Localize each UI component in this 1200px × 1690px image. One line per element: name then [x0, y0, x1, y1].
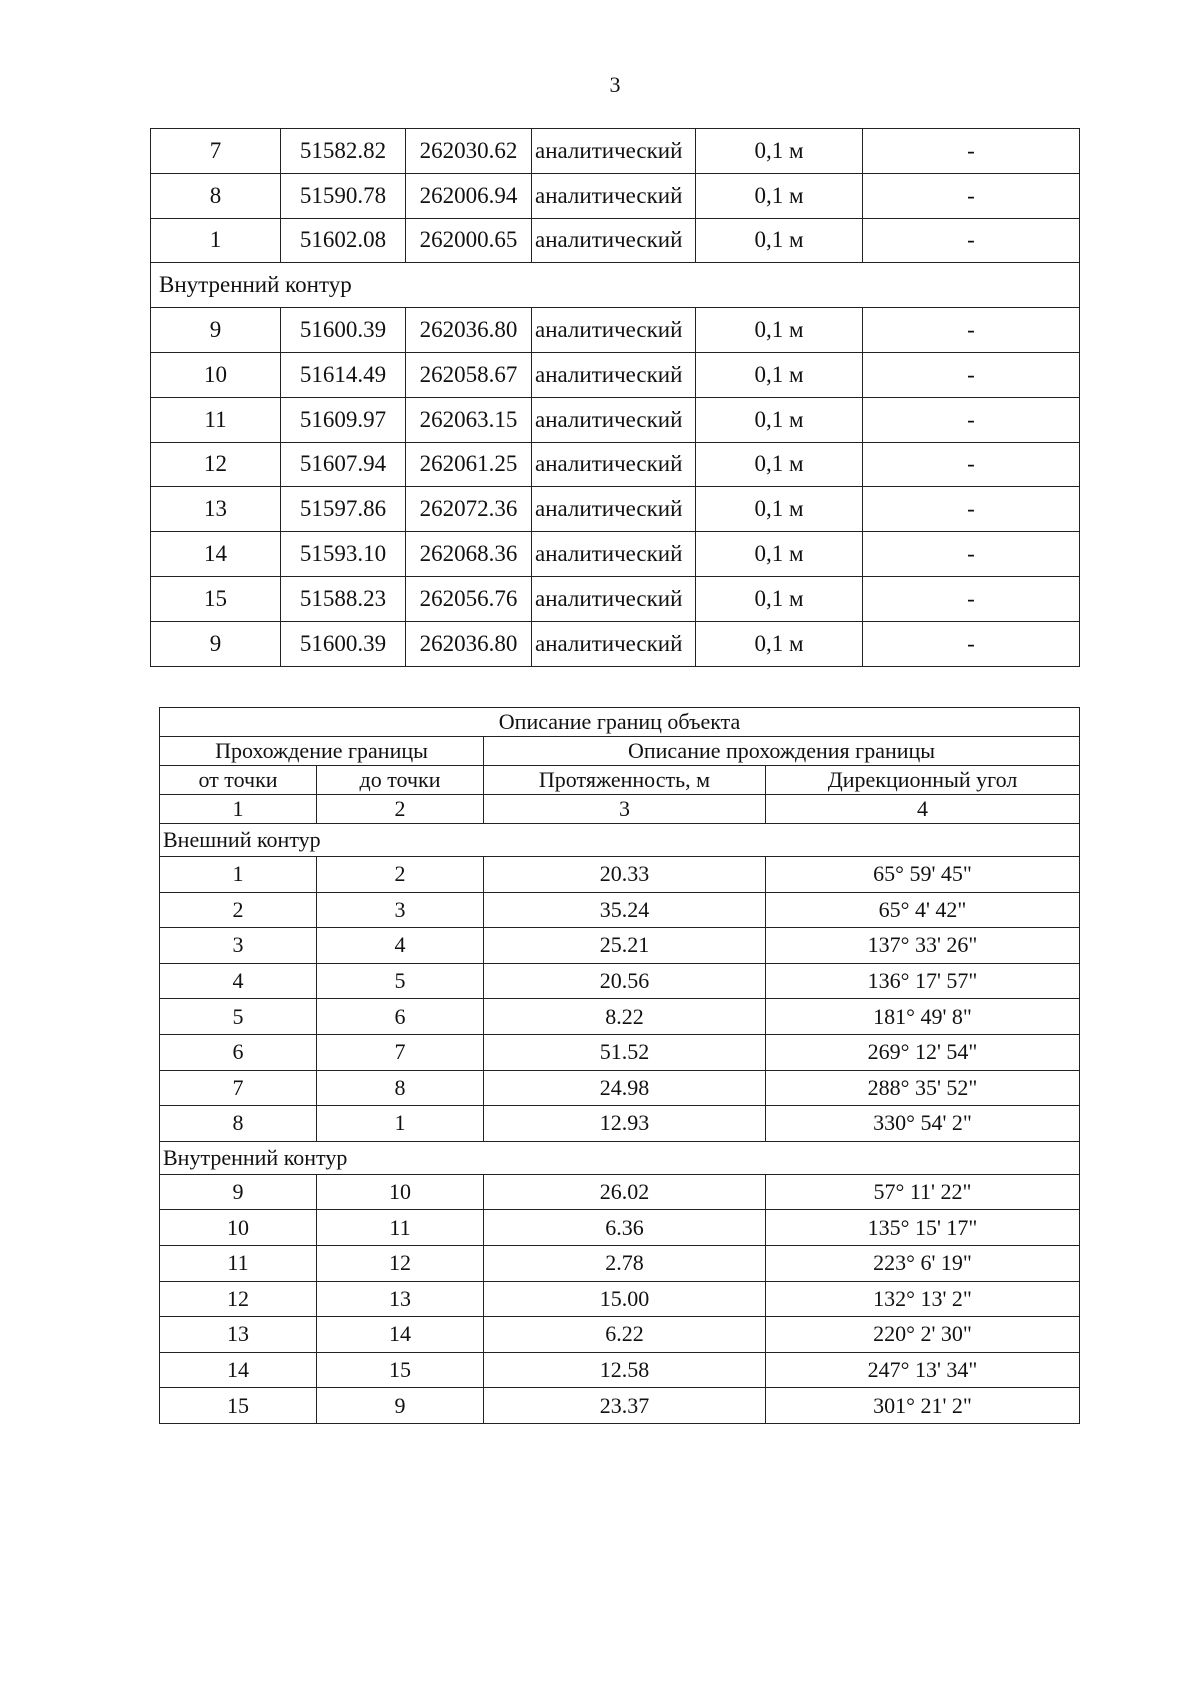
accuracy-cell: 0,1 м — [696, 487, 863, 532]
x-coordinate-cell: 51593.10 — [281, 532, 406, 577]
length-cell: 15.00 — [484, 1281, 766, 1317]
point-number-cell: 13 — [151, 487, 281, 532]
length-cell: 24.98 — [484, 1070, 766, 1106]
table-row — [160, 1317, 1080, 1353]
angle-cell: 137° 33' 26" — [766, 928, 1080, 964]
accuracy-cell: 0,1 м — [696, 308, 863, 353]
table-row — [151, 442, 1080, 487]
method-cell: аналитический — [532, 487, 696, 532]
y-coordinate-cell: 262030.62 — [406, 129, 532, 174]
angle-cell: 223° 6' 19" — [766, 1245, 1080, 1281]
to-point-cell: 9 — [317, 1388, 484, 1424]
table-row — [151, 487, 1080, 532]
length-cell: 12.93 — [484, 1106, 766, 1142]
point-number-cell: 1 — [151, 218, 281, 263]
col-from-header: от точки — [160, 766, 317, 795]
table-row — [151, 173, 1080, 218]
accuracy-cell: 0,1 м — [696, 352, 863, 397]
angle-cell: 288° 35' 52" — [766, 1070, 1080, 1106]
to-point-cell: 8 — [317, 1070, 484, 1106]
y-coordinate-cell: 262072.36 — [406, 487, 532, 532]
method-cell: аналитический — [532, 532, 696, 577]
angle-cell: 65° 4' 42" — [766, 892, 1080, 928]
page-number: 3 — [609, 72, 621, 97]
to-point-cell: 14 — [317, 1317, 484, 1353]
note-cell: - — [863, 218, 1080, 263]
to-point-cell: 6 — [317, 999, 484, 1035]
method-cell: аналитический — [532, 576, 696, 621]
table-row — [160, 1070, 1080, 1106]
from-point-cell: 9 — [160, 1174, 317, 1210]
note-cell: - — [863, 487, 1080, 532]
x-coordinate-cell: 51590.78 — [281, 173, 406, 218]
header-description: Описание прохождения границы — [484, 737, 1080, 766]
subheader-row — [160, 766, 1080, 795]
method-cell: аналитический — [532, 442, 696, 487]
accuracy-cell: 0,1 м — [696, 576, 863, 621]
from-point-cell: 13 — [160, 1317, 317, 1353]
point-number-cell: 7 — [151, 129, 281, 174]
y-coordinate-cell: 262061.25 — [406, 442, 532, 487]
from-point-cell: 8 — [160, 1106, 317, 1142]
table-row — [151, 397, 1080, 442]
x-coordinate-cell: 51614.49 — [281, 352, 406, 397]
table-row — [151, 129, 1080, 174]
note-cell: - — [863, 352, 1080, 397]
note-cell: - — [863, 308, 1080, 353]
table-title: Описание границ объекта — [160, 708, 1080, 737]
col-angle-header: Дирекционный угол — [766, 766, 1080, 795]
point-number-cell: 9 — [151, 621, 281, 666]
y-coordinate-cell: 262063.15 — [406, 397, 532, 442]
table-row — [160, 963, 1080, 999]
table-row — [151, 576, 1080, 621]
point-number-cell: 11 — [151, 397, 281, 442]
angle-cell: 65° 59' 45" — [766, 857, 1080, 893]
length-cell: 35.24 — [484, 892, 766, 928]
inner-contour-label: Внутренний контур — [160, 1141, 1080, 1174]
point-number-cell: 12 — [151, 442, 281, 487]
y-coordinate-cell: 262058.67 — [406, 352, 532, 397]
accuracy-cell: 0,1 м — [696, 397, 863, 442]
from-point-cell: 12 — [160, 1281, 317, 1317]
length-cell: 2.78 — [484, 1245, 766, 1281]
x-coordinate-cell: 51607.94 — [281, 442, 406, 487]
table-row — [160, 1281, 1080, 1317]
method-cell: аналитический — [532, 218, 696, 263]
length-cell: 25.21 — [484, 928, 766, 964]
accuracy-cell: 0,1 м — [696, 442, 863, 487]
x-coordinate-cell: 51609.97 — [281, 397, 406, 442]
length-cell: 12.58 — [484, 1352, 766, 1388]
table-row — [160, 1210, 1080, 1246]
accuracy-cell: 0,1 м — [696, 129, 863, 174]
point-number-cell: 8 — [151, 173, 281, 218]
length-cell: 6.22 — [484, 1317, 766, 1353]
accuracy-cell: 0,1 м — [696, 173, 863, 218]
note-cell: - — [863, 442, 1080, 487]
col-number: 3 — [484, 795, 766, 824]
table-row — [160, 1245, 1080, 1281]
angle-cell: 136° 17' 57" — [766, 963, 1080, 999]
length-cell: 23.37 — [484, 1388, 766, 1424]
point-number-cell: 15 — [151, 576, 281, 621]
column-numbers-row — [160, 795, 1080, 824]
table-row — [160, 1388, 1080, 1424]
header-row — [160, 737, 1080, 766]
inner-contour-label: Внутренний контур — [151, 263, 1080, 308]
table-row — [160, 1174, 1080, 1210]
y-coordinate-cell: 262006.94 — [406, 173, 532, 218]
y-coordinate-cell: 262056.76 — [406, 576, 532, 621]
accuracy-cell: 0,1 м — [696, 218, 863, 263]
note-cell: - — [863, 621, 1080, 666]
from-point-cell: 7 — [160, 1070, 317, 1106]
from-point-cell: 6 — [160, 1034, 317, 1070]
note-cell: - — [863, 173, 1080, 218]
angle-cell: 132° 13' 2" — [766, 1281, 1080, 1317]
table-row — [160, 892, 1080, 928]
x-coordinate-cell: 51600.39 — [281, 621, 406, 666]
table-row — [160, 999, 1080, 1035]
section-row — [160, 824, 1080, 857]
x-coordinate-cell: 51588.23 — [281, 576, 406, 621]
to-point-cell: 3 — [317, 892, 484, 928]
angle-cell: 57° 11' 22" — [766, 1174, 1080, 1210]
col-to-header: до точки — [317, 766, 484, 795]
col-number: 4 — [766, 795, 1080, 824]
point-number-cell: 10 — [151, 352, 281, 397]
table-row — [151, 532, 1080, 577]
method-cell: аналитический — [532, 352, 696, 397]
angle-cell: 247° 13' 34" — [766, 1352, 1080, 1388]
accuracy-cell: 0,1 м — [696, 621, 863, 666]
table-row — [151, 308, 1080, 353]
table-row — [160, 857, 1080, 893]
table-row — [151, 621, 1080, 666]
length-cell: 51.52 — [484, 1034, 766, 1070]
length-cell: 20.33 — [484, 857, 766, 893]
length-cell: 26.02 — [484, 1174, 766, 1210]
method-cell: аналитический — [532, 397, 696, 442]
angle-cell: 135° 15' 17" — [766, 1210, 1080, 1246]
to-point-cell: 15 — [317, 1352, 484, 1388]
y-coordinate-cell: 262068.36 — [406, 532, 532, 577]
point-number-cell: 14 — [151, 532, 281, 577]
table-row — [160, 1352, 1080, 1388]
method-cell: аналитический — [532, 621, 696, 666]
note-cell: - — [863, 397, 1080, 442]
y-coordinate-cell: 262036.80 — [406, 621, 532, 666]
angle-cell: 181° 49' 8" — [766, 999, 1080, 1035]
boundaries-table — [159, 707, 1080, 1424]
header-passage: Прохождение границы — [160, 737, 484, 766]
table-row — [151, 218, 1080, 263]
note-cell: - — [863, 129, 1080, 174]
col-length-header: Протяженность, м — [484, 766, 766, 795]
to-point-cell: 12 — [317, 1245, 484, 1281]
from-point-cell: 14 — [160, 1352, 317, 1388]
x-coordinate-cell: 51602.08 — [281, 218, 406, 263]
note-cell: - — [863, 532, 1080, 577]
to-point-cell: 7 — [317, 1034, 484, 1070]
y-coordinate-cell: 262000.65 — [406, 218, 532, 263]
x-coordinate-cell: 51600.39 — [281, 308, 406, 353]
to-point-cell: 2 — [317, 857, 484, 893]
table-row — [160, 1106, 1080, 1142]
length-cell: 6.36 — [484, 1210, 766, 1246]
to-point-cell: 11 — [317, 1210, 484, 1246]
angle-cell: 269° 12' 54" — [766, 1034, 1080, 1070]
method-cell: аналитический — [532, 129, 696, 174]
point-number-cell: 9 — [151, 308, 281, 353]
from-point-cell: 4 — [160, 963, 317, 999]
from-point-cell: 11 — [160, 1245, 317, 1281]
method-cell: аналитический — [532, 308, 696, 353]
from-point-cell: 1 — [160, 857, 317, 893]
table-row — [160, 1034, 1080, 1070]
col-number: 2 — [317, 795, 484, 824]
from-point-cell: 2 — [160, 892, 317, 928]
from-point-cell: 10 — [160, 1210, 317, 1246]
length-cell: 8.22 — [484, 999, 766, 1035]
note-cell: - — [863, 576, 1080, 621]
to-point-cell: 4 — [317, 928, 484, 964]
from-point-cell: 5 — [160, 999, 317, 1035]
x-coordinate-cell: 51582.82 — [281, 129, 406, 174]
method-cell: аналитический — [532, 173, 696, 218]
coordinates-table — [150, 128, 1080, 667]
section-row — [160, 1141, 1080, 1174]
to-point-cell: 13 — [317, 1281, 484, 1317]
col-number: 1 — [160, 795, 317, 824]
from-point-cell: 3 — [160, 928, 317, 964]
to-point-cell: 10 — [317, 1174, 484, 1210]
angle-cell: 220° 2' 30" — [766, 1317, 1080, 1353]
from-point-cell: 15 — [160, 1388, 317, 1424]
table-row — [151, 352, 1080, 397]
accuracy-cell: 0,1 м — [696, 532, 863, 577]
to-point-cell: 5 — [317, 963, 484, 999]
angle-cell: 301° 21' 2" — [766, 1388, 1080, 1424]
table-title-row — [160, 708, 1080, 737]
to-point-cell: 1 — [317, 1106, 484, 1142]
angle-cell: 330° 54' 2" — [766, 1106, 1080, 1142]
x-coordinate-cell: 51597.86 — [281, 487, 406, 532]
section-row — [151, 263, 1080, 308]
outer-contour-label: Внешний контур — [160, 824, 1080, 857]
y-coordinate-cell: 262036.80 — [406, 308, 532, 353]
length-cell: 20.56 — [484, 963, 766, 999]
table-row — [160, 928, 1080, 964]
